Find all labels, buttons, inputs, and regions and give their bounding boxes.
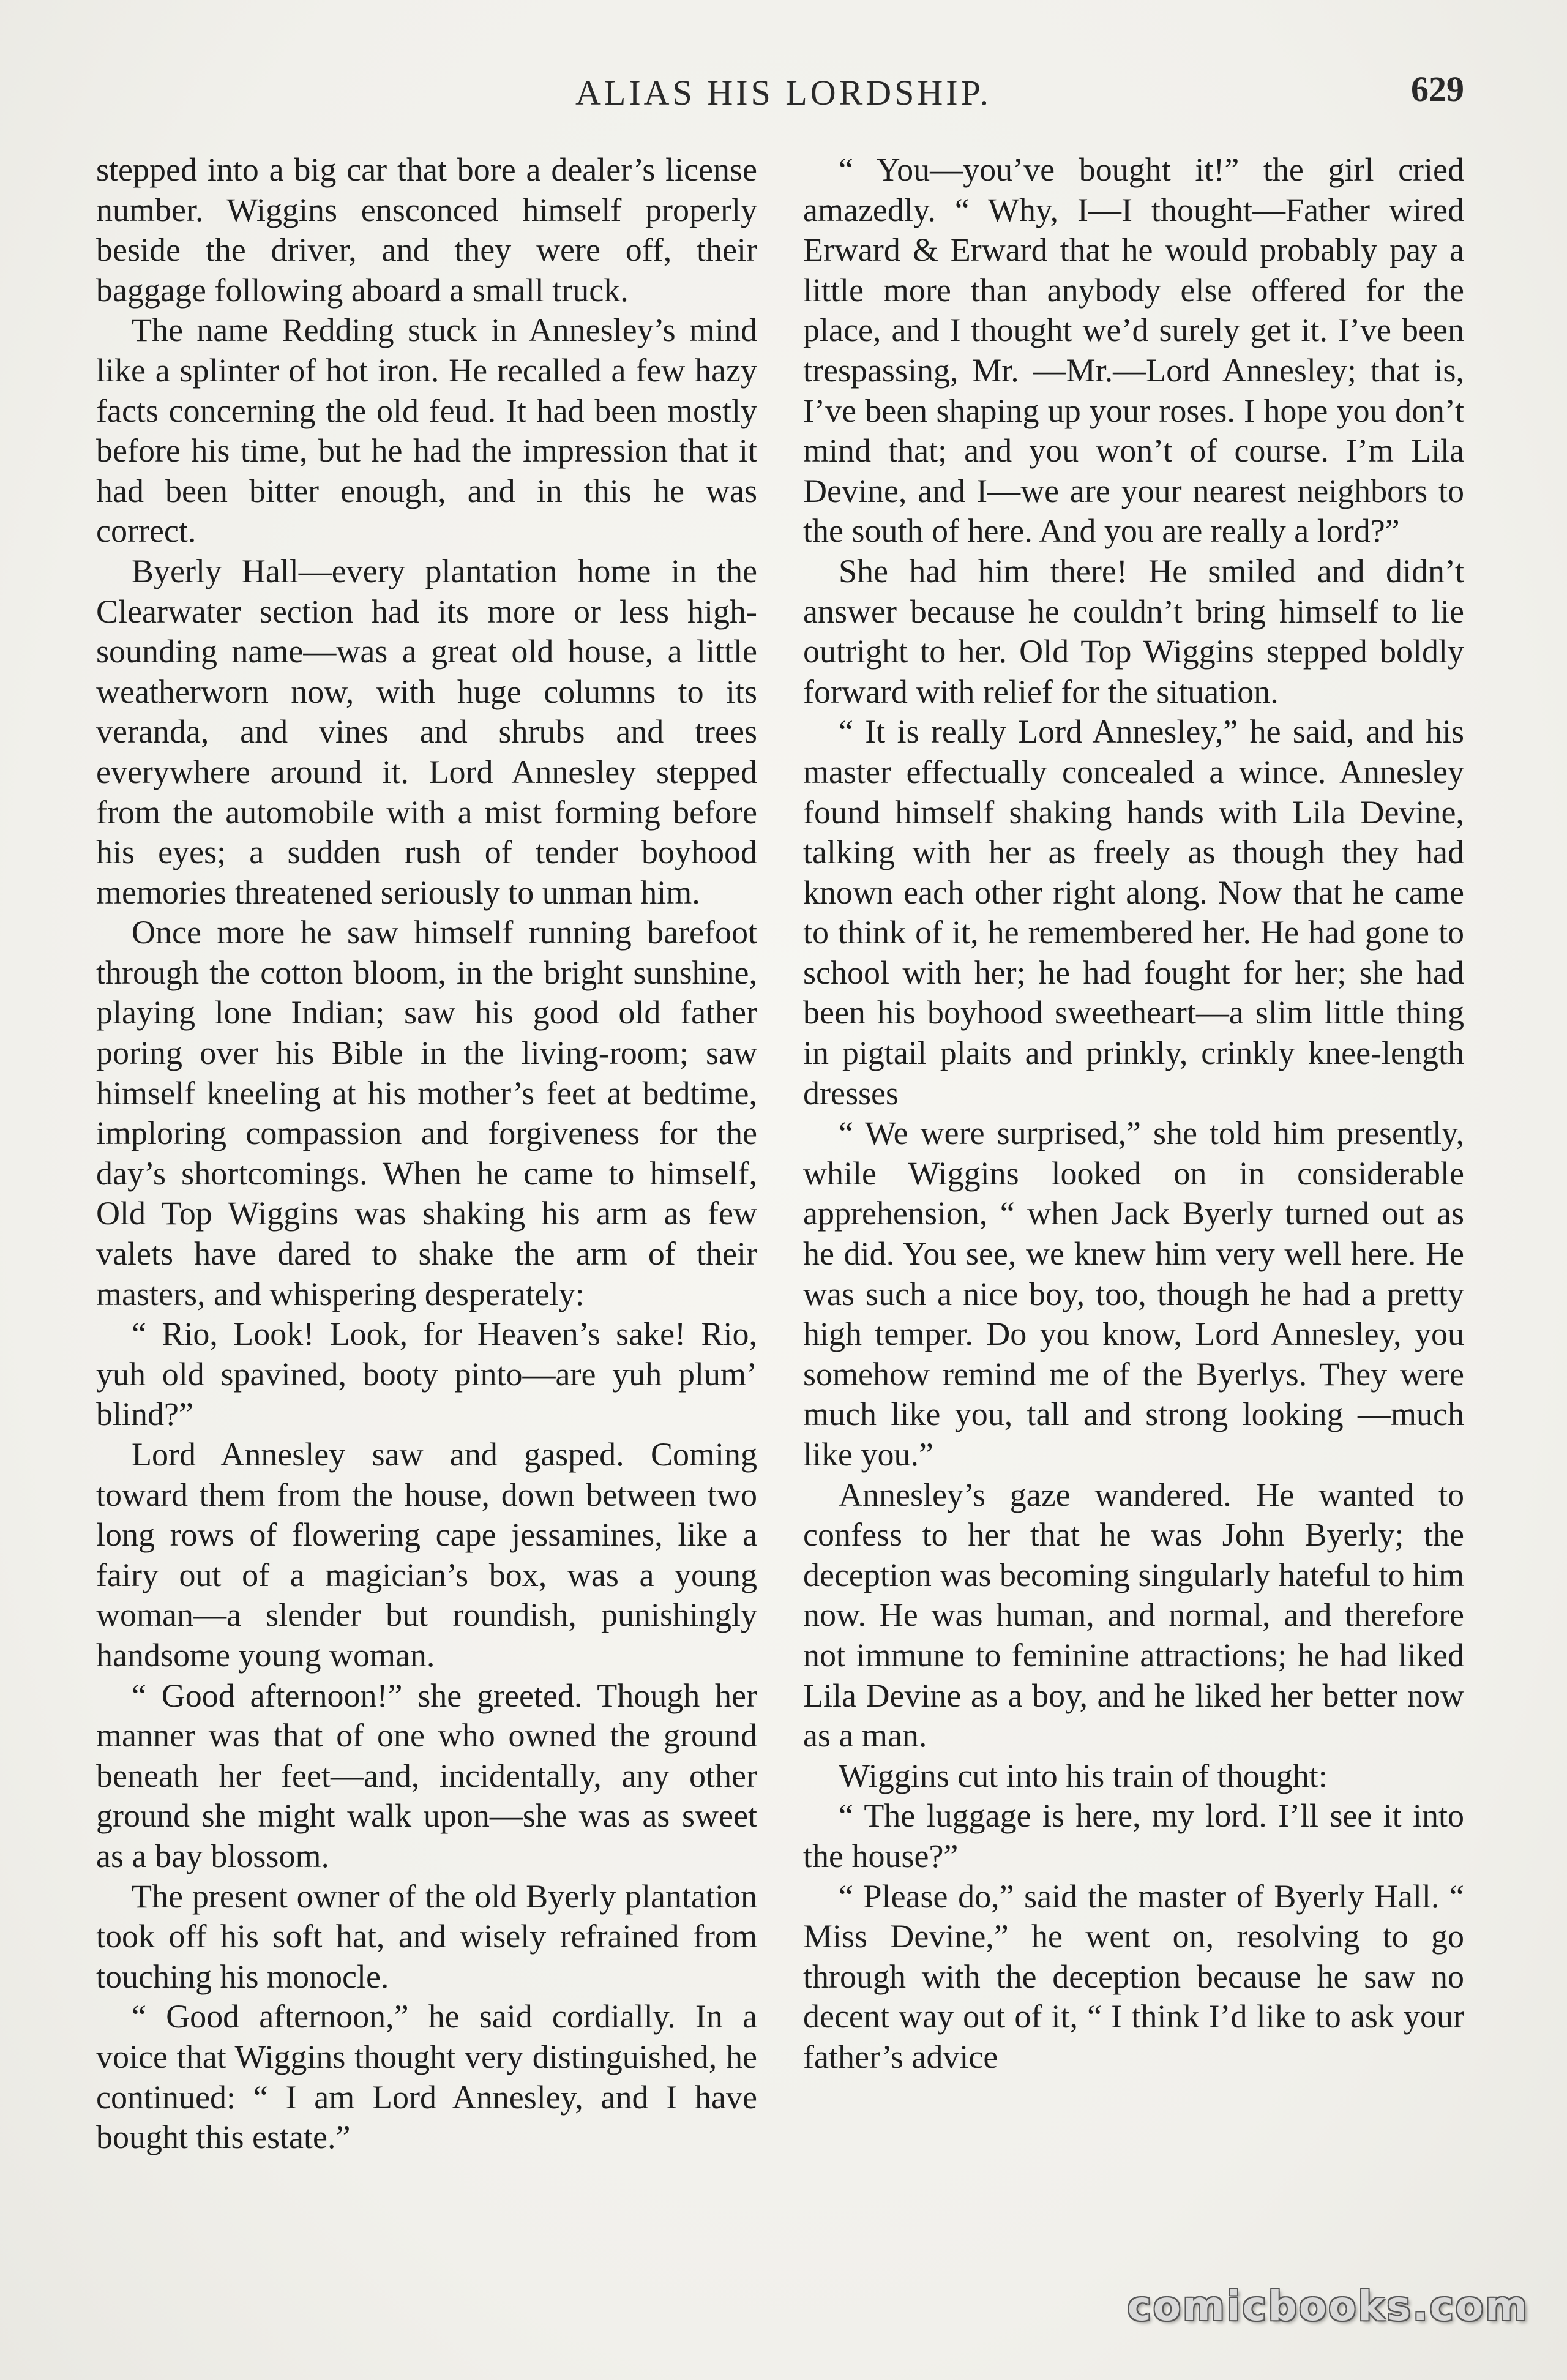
left-column <box>96 150 757 2158</box>
paragraph: stepped into a big car that bore a dealer’s license number. Wiggins ensconced himself properly beside the driver, and they were off, their baggage following aboard a small truck. <box>96 151 757 309</box>
paragraph: “ Please do,” said the master of Byerly Hall. “ Miss Devine,” he went on, resolving to go through with the deception because he saw no decent way out of it, “ I think I’d like to ask your father’s advice <box>803 1877 1464 2075</box>
paragraph: “ The luggage is here, my lord. I’ll see it into the house?” <box>803 1797 1464 1874</box>
paragraph: She had him there! He smiled and didn’t answer because he couldn’t bring himself to lie outright to her. Old Top Wiggins stepped boldly forward with relief for the situation. <box>803 552 1464 710</box>
right-column <box>803 150 1464 2078</box>
paragraph: “ You—you’ve bought it!” the girl cried amazedly. “ Why, I—I thought—Father wired Erward & Erward that he would probably pay a little more than anybody else offered for the place, and I thought we’d surely get it. I’ve been trespassing, Mr. —Mr.—Lord Annesley; that is, I’ve been shaping up your roses. I hope you don’t mind that; and you won’t of course. I’m Lila Devine, and I—we are your nearest neighbors to the south of here. And you are really a lord?” <box>803 151 1464 550</box>
paragraph: Wiggins cut into his train of thought: <box>839 1757 1328 1794</box>
paragraph: “ Good afternoon,” he said cordially. In a voice that Wiggins thought very distinguished, he continued: “ I am Lord Annesley, and I have bought this estate.” <box>96 1998 757 2156</box>
paragraph: “ We were surprised,” she told him presently, while Wiggins looked on in considerable apprehension, “ when Jack Byerly turned out as he did. You see, we knew him very well here. He was such a nice boy, too, though he had a pretty high temper. Do you know, Lord Annesley, you somehow remind me of the Byerlys. They were much like you, tall and strong looking —much like you.” <box>803 1115 1464 1473</box>
paragraph: The name Redding stuck in Annesley’s mind like a splinter of hot iron. He recalled a few hazy facts concerning the old feud. It had been mostly before his time, but he had the impression that it had been bitter enough, and in this he was correct. <box>96 312 757 550</box>
paragraph: Once more he saw himself running barefoot through the cotton bloom, in the bright sunshine, playing lone Indian; saw his good old father poring over his Bible in the living-room; saw himself kneeling at his mother’s feet at bedtime, imploring compassion and forgiveness for the day’s shortcomings. When he came to himself, Old Top Wiggins was shaking his arm as few valets have dared to shake the arm of their masters, and whispering desperately: <box>96 914 757 1312</box>
paragraph: The present owner of the old Byerly plantation took off his soft hat, and wisely refrained from touching his monocle. <box>96 1877 757 1995</box>
paragraph: Byerly Hall—every plantation home in the Clearwater section had its more or less high-sounding name—was a great old house, a little weatherworn now, with huge columns to its veranda, and vines and shrubs and trees everywhere around it. Lord Annesley stepped from the automobile with a mist forming before his eyes; a sudden rush of tender boyhood memories threatened seriously to unman him. <box>96 552 757 911</box>
page-number: 629 <box>1411 69 1464 109</box>
paragraph: Annesley’s gaze wandered. He wanted to confess to her that he was John Byerly; the deception was becoming singularly hateful to him now. He was human, and normal, and therefore not immune to feminine attractions; he had liked Lila Devine as a boy, and he liked her better now as a man. <box>803 1476 1464 1754</box>
running-title: ALIAS HIS LORDSHIP. <box>575 73 992 113</box>
paragraph: “ It is really Lord Annesley,” he said, and his master effectually concealed a wince. Annesley found himself shaking hands with Lila Devine, talking with her as freely as though they had known each other right along. Now that he came to think of it, he remembered her. He had gone to school with her; he had fought for her; she had been his boyhood sweetheart—a slim little thing in pigtail plaits and prinkly, crinkly knee-length dresses <box>803 713 1464 1112</box>
paragraph: Lord Annesley saw and gasped. Coming toward them from the house, down between two long rows of flowering cape jessamines, like a fairy out of a magician’s box, was a young woman—a slender but roundish, punishingly handsome young woman. <box>96 1436 757 1674</box>
watermark: comicbooks.com <box>1127 2283 1529 2330</box>
paragraph: “ Rio, Look! Look, for Heaven’s sake! Rio, yuh old spavined, booty pinto—are yuh plum’ blind?” <box>96 1315 757 1433</box>
paragraph: “ Good afternoon!” she greeted. Though her manner was that of one who owned the ground beneath her feet—and, incidentally, any other ground she might walk upon—she was as sweet as a bay blossom. <box>96 1677 757 1874</box>
